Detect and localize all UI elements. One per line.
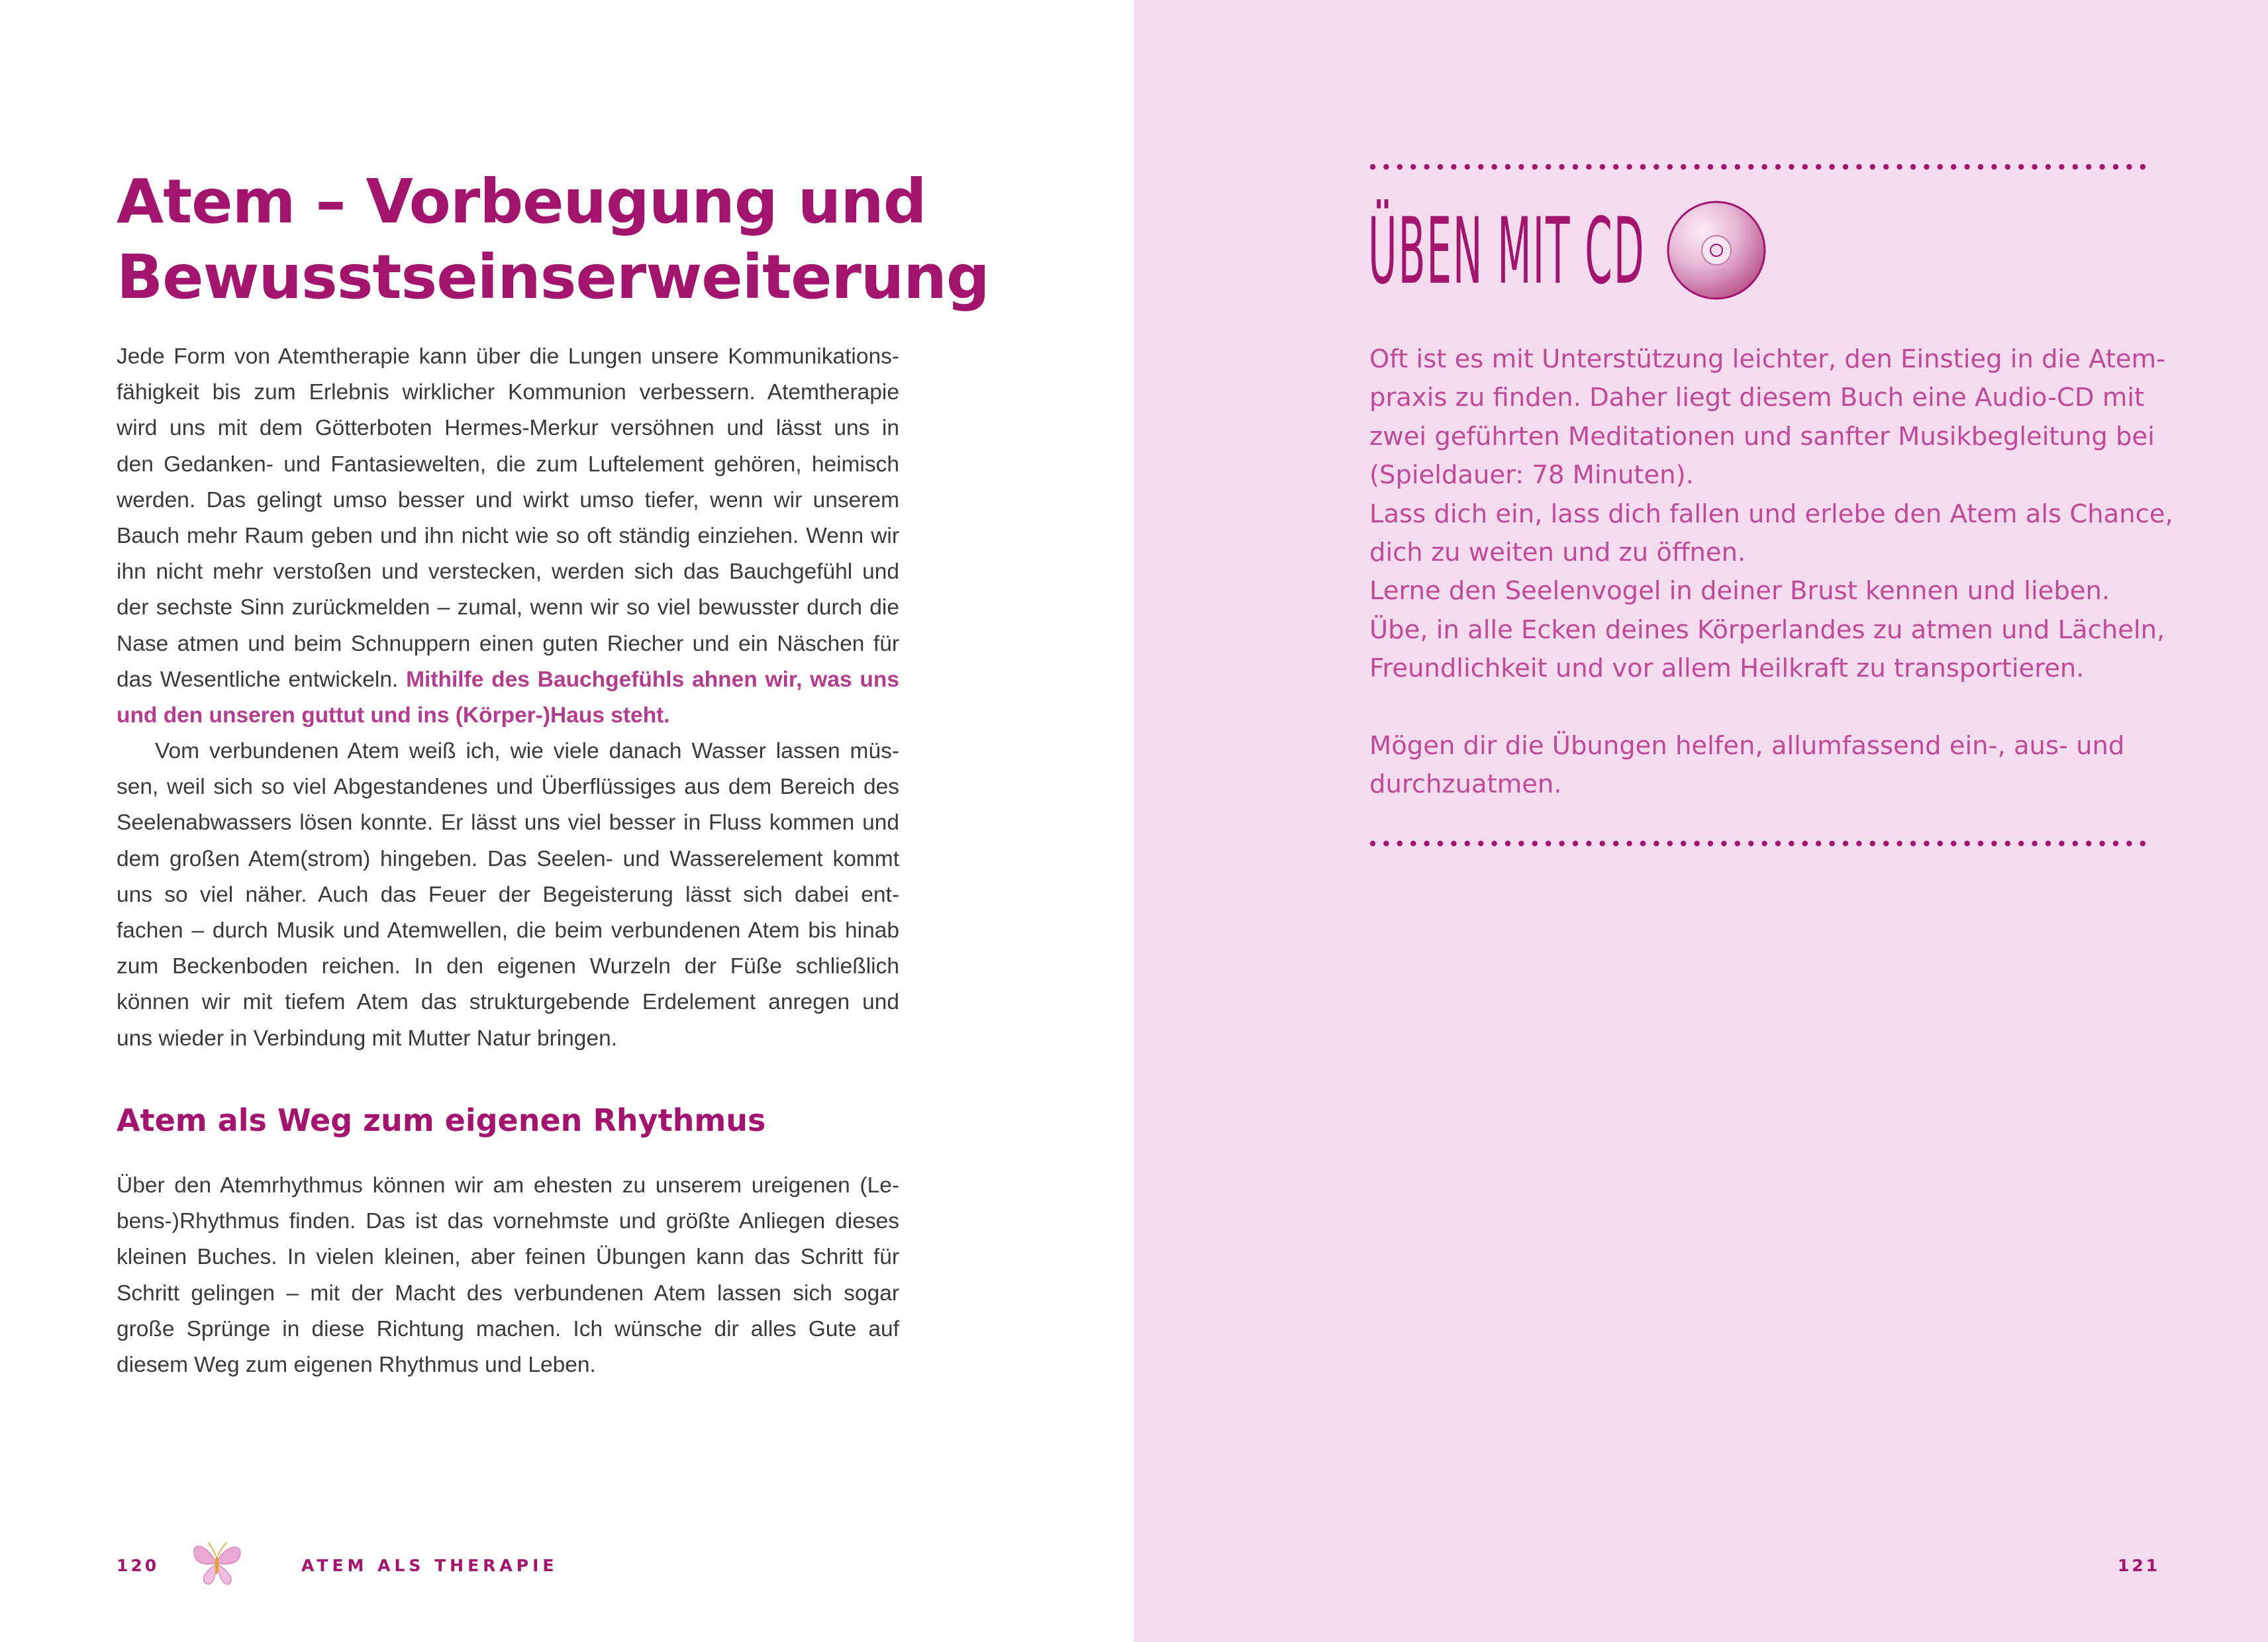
text-line: kleinen Buches. In vielen kleinen, aber feinen Übungen kann das Schritt für (117, 1245, 899, 1270)
text-line: werden. Das gelingt umso besser und wirkt umso tiefer, wenn wir unserem (117, 487, 899, 512)
divider-dot (1626, 164, 1632, 169)
divider-dot (1775, 841, 1781, 846)
box-line: Oft ist es mit Unterstützung leichter, den Einstieg in die Atem- (1369, 344, 2166, 374)
divider-dot (1370, 164, 1375, 169)
text-line: sen, weil sich so viel Abgestandenes und Überflüssiges aus dem Bereich des (117, 775, 899, 800)
divider-dot (1816, 164, 1821, 169)
divider-dot (2073, 841, 2078, 846)
divider-dot (2113, 164, 2118, 169)
divider-dot (1964, 841, 1969, 846)
divider-dot (1721, 841, 1726, 846)
divider-dot (1573, 164, 1578, 169)
text-line: ihn nicht mehr verstoßen und verstecken, werden sich das Bauchgefühl und (117, 559, 899, 585)
divider-dot (1626, 841, 1632, 846)
dotted-divider-top (1369, 160, 2151, 173)
divider-dot (1897, 164, 1902, 169)
divider-dot (2099, 164, 2104, 169)
page-number-right: 121 (2118, 1556, 2161, 1575)
divider-dot (1991, 164, 1997, 169)
divider-dot (1761, 164, 1767, 169)
text-line: große Sprünge in diese Richtung machen. Ich wünsche dir alles Gute auf (117, 1316, 899, 1341)
divider-dot (1761, 841, 1767, 846)
box-line: Lass dich ein, lass dich fallen und erlebe den Atem als Chance, (1369, 499, 2173, 529)
divider-dot (1843, 841, 1848, 846)
divider-dot (1910, 164, 1916, 169)
paragraph-3 (117, 1168, 899, 1383)
text-line: Über den Atemrhythmus können wir am ehesten zu unserem ureigenen (Le- (117, 1173, 899, 1198)
divider-dot (1978, 164, 1983, 169)
divider-dot (1438, 841, 1443, 846)
divider-dot (1465, 841, 1470, 846)
divider-dot (1559, 841, 1564, 846)
divider-dot (1856, 164, 1861, 169)
divider-dot (2113, 841, 2118, 846)
divider-dot (1410, 841, 1416, 846)
divider-dot (1600, 841, 1605, 846)
divider-dot (1802, 164, 1808, 169)
cd-box-text (1369, 340, 2173, 804)
dotted-divider-bottom (1369, 837, 2151, 850)
text-line: den Gedanken- und Fantasiewelten, die zum Luftelement gehören, heimisch (117, 452, 899, 477)
divider-dot (1775, 164, 1781, 169)
divider-dot (1735, 164, 1740, 169)
divider-dot (1991, 841, 1997, 846)
divider-dot (1964, 164, 1969, 169)
divider-dot (1383, 164, 1389, 169)
text-line (117, 698, 899, 734)
divider-dot (2032, 841, 2037, 846)
divider-dot (1883, 841, 1889, 846)
divider-dot (1410, 164, 1416, 169)
page-title (117, 164, 989, 315)
running-head: ATEM ALS THERAPIE (301, 1556, 558, 1575)
divider-dot (1897, 841, 1902, 846)
divider-dot (1451, 841, 1456, 846)
divider-dot (2140, 841, 2145, 846)
divider-dot (2073, 164, 2078, 169)
title-line-2: Bewusstseinserweiterung (117, 242, 989, 313)
divider-dot (1491, 841, 1497, 846)
divider-dot (1910, 841, 1916, 846)
divider-dot (1924, 841, 1929, 846)
divider-dot (1681, 841, 1686, 846)
text-line (117, 662, 899, 698)
divider-dot (2005, 164, 2010, 169)
divider-dot (1870, 841, 1875, 846)
paragraph-1 (117, 339, 899, 1057)
divider-dot (1370, 841, 1375, 846)
divider-dot (1491, 164, 1497, 169)
divider-dot (2126, 841, 2132, 846)
divider-dot (1924, 164, 1929, 169)
divider-dot (1397, 164, 1403, 169)
divider-dot (1383, 841, 1389, 846)
divider-dot (1478, 841, 1483, 846)
divider-dot (1829, 164, 1834, 169)
divider-dot (1586, 841, 1591, 846)
divider-dot (1789, 841, 1794, 846)
divider-dot (1573, 841, 1578, 846)
divider-dot (1532, 164, 1538, 169)
text-line: der sechste Sinn zurückmelden – zumal, wenn wir so viel bewusster durch die (117, 595, 899, 620)
title-line-1: Atem – Vorbeugung und (117, 166, 926, 237)
text-line: dem großen Atem(strom) hingeben. Das Seelen- und Wasserelement kommt (117, 846, 899, 871)
divider-dot (1653, 841, 1659, 846)
text-line: können wir mit tiefem Atem das strukturgebende Erdelement anregen und (117, 990, 899, 1015)
divider-dot (2086, 841, 2091, 846)
divider-dot (2032, 164, 2037, 169)
divider-dot (1938, 841, 1943, 846)
text-plain: das Wesentliche entwickeln. (117, 667, 407, 692)
divider-dot (1816, 841, 1821, 846)
divider-dot (2005, 841, 2010, 846)
divider-dot (1938, 164, 1943, 169)
text-line: uns so viel näher. Auch das Feuer der Begeisterung lässt sich dabei ent- (117, 882, 899, 907)
butterfly-icon (185, 1536, 248, 1589)
divider-dot (1518, 841, 1524, 846)
divider-dot (1667, 841, 1673, 846)
divider-dot (1613, 841, 1618, 846)
box-line: dich zu weiten und zu öffnen. (1369, 537, 1746, 567)
box-line: Lerne den Seelenvogel in deiner Brust kennen und lieben. (1369, 576, 2110, 606)
divider-dot (1802, 841, 1808, 846)
box-line: durchzuatmen. (1369, 769, 1562, 800)
text-line: Jede Form von Atemtherapie kann über die Lungen unsere Kommunikations- (117, 344, 899, 369)
box-line: (Spieldauer: 78 Minuten). (1369, 460, 1694, 491)
divider-dot (2018, 164, 2024, 169)
box-line: Mögen dir die Übungen helfen, allumfassend ein-, aus- und (1369, 730, 2125, 761)
divider-dot (1870, 164, 1875, 169)
divider-dot (1397, 841, 1403, 846)
divider-dot (1424, 841, 1429, 846)
section-heading: Atem als Weg zum eigenen Rhythmus (117, 1102, 766, 1138)
divider-dot (2046, 164, 2051, 169)
text-line: zum Beckenboden reichen. In den eigenen Wurzeln der Füße schließlich (117, 954, 899, 979)
text-line: Schritt gelingen – mit der Macht des verbundenen Atem lassen sich sogar (117, 1280, 899, 1306)
divider-dot (1600, 164, 1605, 169)
divider-dot (1518, 164, 1524, 169)
divider-dot (1424, 164, 1429, 169)
text-line: uns wieder in Verbindung mit Mutter Natur bringen. (117, 1026, 618, 1051)
divider-dot (1532, 841, 1538, 846)
divider-dot (1978, 841, 1983, 846)
text-line: Seelenabwassers lösen konnte. Er lässt uns viel besser in Fluss kommen und (117, 810, 899, 836)
divider-dot (1951, 164, 1956, 169)
text-line: diesem Weg zum eigenen Rhythmus und Leben. (117, 1352, 596, 1377)
text-line: fähigkeit bis zum Erlebnis wirklicher Kommunion verbessern. Atemtherapie (117, 380, 899, 405)
box-line: praxis zu finden. Daher liegt diesem Buch eine Audio-CD mit (1369, 383, 2145, 413)
divider-dot (2059, 164, 2064, 169)
divider-dot (2099, 841, 2104, 846)
highlight-text: Mithilfe des Bauchgefühls ahnen wir, was uns (406, 667, 899, 692)
divider-dot (1856, 841, 1861, 846)
divider-dot (1640, 164, 1646, 169)
cd-icon (1666, 200, 1767, 301)
divider-dot (1789, 164, 1794, 169)
page-number-left: 120 (117, 1556, 160, 1575)
spacer (1369, 689, 2164, 727)
divider-dot (1559, 164, 1564, 169)
text-line: bens-)Rhythmus finden. Das ist das vornehmste und größte Anliegen dieses (117, 1209, 899, 1234)
divider-dot (2018, 841, 2024, 846)
divider-dot (1546, 164, 1551, 169)
divider-dot (1613, 164, 1618, 169)
divider-dot (1667, 164, 1673, 169)
divider-dot (1640, 841, 1646, 846)
text-line: Vom verbundenen Atem weiß ich, wie viele danach Wasser lassen müs- (155, 739, 899, 764)
text-line: Nase atmen und beim Schnuppern einen guten Riecher und ein Näschen für (117, 631, 899, 656)
divider-dot (1653, 164, 1659, 169)
divider-dot (1505, 841, 1510, 846)
divider-dot (1694, 164, 1699, 169)
divider-dot (1829, 841, 1834, 846)
divider-dot (2086, 164, 2091, 169)
divider-dot (1438, 164, 1443, 169)
divider-dot (1721, 164, 1726, 169)
divider-dot (2046, 841, 2051, 846)
text-line: fachen – durch Musik und Atemwellen, die beim verbundenen Atem bis hinab (117, 918, 899, 943)
highlight-text: und den unseren guttut und ins (Körper-)Haus steht. (117, 702, 670, 728)
divider-dot (1478, 164, 1483, 169)
box-line: Freundlichkeit und vor allem Heilkraft zu transportieren. (1369, 653, 2085, 684)
divider-dot (1546, 841, 1551, 846)
divider-dot (1708, 164, 1713, 169)
text-line: wird uns mit dem Götterboten Hermes-Merkur versöhnen und lässt uns in (117, 416, 899, 441)
divider-dot (1451, 164, 1456, 169)
divider-dot (1505, 164, 1510, 169)
divider-dot (1748, 841, 1753, 846)
divider-dot (1586, 164, 1591, 169)
divider-dot (1694, 841, 1699, 846)
divider-dot (1465, 164, 1470, 169)
divider-dot (1748, 164, 1753, 169)
divider-dot (1951, 841, 1956, 846)
box-line: zwei geführten Meditationen und sanfter Musikbegleitung bei (1369, 421, 2155, 452)
divider-dot (2059, 841, 2064, 846)
divider-dot (1708, 841, 1713, 846)
divider-dot (2140, 164, 2145, 169)
box-line: Übe, in alle Ecken deines Körperlandes zu atmen und Lächeln, (1369, 614, 2165, 645)
divider-dot (1681, 164, 1686, 169)
divider-dot (2126, 164, 2132, 169)
divider-dot (1883, 164, 1889, 169)
box-title: ÜBEN MIT CD (1368, 198, 1646, 305)
divider-dot (1735, 841, 1740, 846)
divider-dot (1843, 164, 1848, 169)
text-line: Bauch mehr Raum geben und ihn nicht wie so oft ständig einziehen. Wenn wir (117, 523, 899, 548)
